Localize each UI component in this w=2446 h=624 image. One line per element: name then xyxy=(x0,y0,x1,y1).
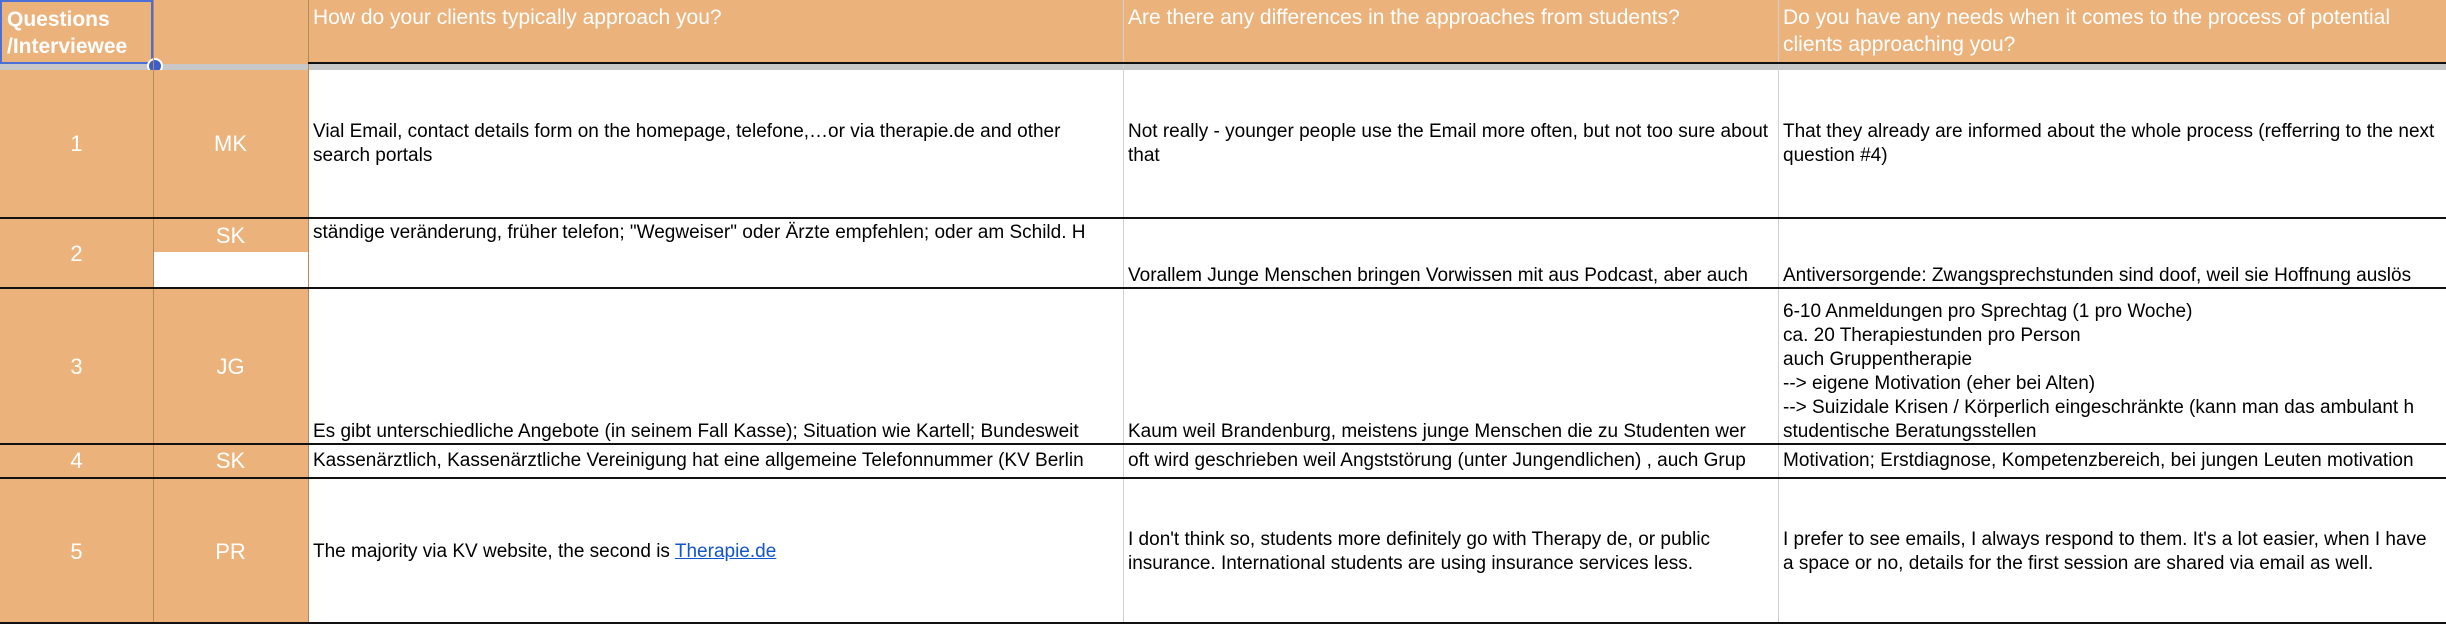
answer-line: 6-10 Anmeldungen pro Sprechtag (1 pro Woche) xyxy=(1783,301,2193,322)
answer-cell-approach[interactable]: ständige veränderung, früher telefon; "Wegweiser" oder Ärzte empfehlen; oder am Schild. H xyxy=(313,222,1086,243)
answer-cell-needs[interactable] xyxy=(1778,445,2446,477)
column-divider xyxy=(1778,0,1779,624)
answer-text: I prefer to see emails, I always respond to them. It's a lot easier, when I have a space or no, details for the first session are shared via email as well. xyxy=(1783,528,2427,574)
answer-text: Vorallem Junge Menschen bringen Vorwissen mit aus Podcast, aber auch xyxy=(1128,265,1748,286)
answer-text: Motivation; Erstdiagnose, Kompetenzbereich, bei jungen Leuten motivation xyxy=(1783,450,2414,471)
answer-line: studentische Beratungsstellen xyxy=(1783,421,2037,442)
column-divider xyxy=(153,0,154,624)
column-divider xyxy=(308,0,309,624)
row-number-cell[interactable]: 5 xyxy=(0,479,153,624)
answer-line: --> Suizidale Krisen / Körperlich eingeschränkte (kann man das ambulant h xyxy=(1783,397,2415,418)
header-cell-approach[interactable]: How do your clients typically approach you? xyxy=(308,0,1123,64)
answer-cell-needs[interactable] xyxy=(1778,219,2446,288)
row-number-cell[interactable]: 1 xyxy=(0,70,153,218)
answer-text: Kassenärztlich, Kassenärztliche Vereinigung hat eine allgemeine Telefonnummer (KV Berlin xyxy=(313,450,1084,471)
answer-text: Vial Email, contact details form on the homepage, telefone,…or via therapie.de and other search portals xyxy=(313,121,1061,166)
answer-cell-differences[interactable] xyxy=(1123,219,1778,288)
answer-text: Es gibt unterschiedliche Angebote (in seinem Fall Kasse); Situation wie Kartell; Bundesweit xyxy=(313,421,1079,442)
interviewee-initials-cell[interactable]: PR xyxy=(153,479,308,624)
answer-text: Kaum weil Brandenburg, meistens junge Menschen die zu Studenten wer xyxy=(1128,421,1746,442)
answer-cell-differences[interactable] xyxy=(1123,70,1778,218)
answer-cell-needs[interactable] xyxy=(1778,479,2446,624)
interviewee-initials-cell[interactable]: SK xyxy=(153,219,308,252)
interviewee-initials-cell[interactable]: SK xyxy=(153,445,308,477)
answer-text xyxy=(313,540,1118,564)
row-divider xyxy=(308,62,2446,64)
interviewee-initials-cell[interactable]: JG xyxy=(153,289,308,444)
answer-cell-differences[interactable] xyxy=(1123,479,1778,624)
header-cell-questions[interactable]: Questions /Interviewee xyxy=(0,0,153,64)
answer-text: That they already are informed about the whole process (refferring to the next question #4) xyxy=(1783,121,2435,166)
answer-cell-approach[interactable] xyxy=(308,289,1123,444)
answer-line: --> eigene Motivation (eher bei Alten) xyxy=(1783,373,2096,394)
row-number-cell[interactable]: 2 xyxy=(0,219,153,288)
answer-text-prefix: The majority via KV website, the second is xyxy=(313,540,675,562)
row-number-cell[interactable]: 4 xyxy=(0,445,153,477)
row-divider xyxy=(0,443,2446,445)
answer-cell-needs[interactable] xyxy=(1778,289,2446,444)
answer-text: oft wird geschrieben weil Angststörung (unter Jungendlichen) , auch Grup xyxy=(1128,450,1746,471)
answer-text: I don't think so, students more definitely go with Therapy de, or public insurance. International students are using insurance services less. xyxy=(1128,528,1711,574)
header-cell-differences[interactable]: Are there any differences in the approaches from students? xyxy=(1123,0,1778,64)
row-divider xyxy=(0,477,2446,479)
row-number-cell[interactable]: 3 xyxy=(0,289,153,444)
answer-line: auch Gruppentherapie xyxy=(1783,349,1973,370)
answer-cell-differences[interactable] xyxy=(1123,289,1778,444)
column-divider xyxy=(1123,0,1124,624)
row-divider xyxy=(0,217,2446,219)
row-divider xyxy=(0,287,2446,289)
answer-text: Not really - younger people use the Email more often, but not too sure about that xyxy=(1128,121,1769,166)
answer-line: ca. 20 Therapiestunden pro Person xyxy=(1783,325,2081,346)
header-cell-needs[interactable]: Do you have any needs when it comes to the process of potential clients approaching you? xyxy=(1778,0,2446,64)
answer-cell-approach[interactable] xyxy=(308,445,1123,477)
answer-text: Antiversorgende: Zwangsprechstunden sind doof, weil sie Hoffnung auslös xyxy=(1783,265,2412,286)
header-cell-blank[interactable] xyxy=(153,0,308,64)
answer-cell-needs[interactable] xyxy=(1778,70,2446,218)
answer-cell-approach[interactable] xyxy=(308,70,1123,218)
answer-cell-differences[interactable] xyxy=(1123,445,1778,477)
interviewee-initials-cell[interactable]: MK xyxy=(153,70,308,218)
answer-cell-approach[interactable] xyxy=(308,479,1123,624)
therapie-de-link[interactable]: Therapie.de xyxy=(674,540,777,562)
